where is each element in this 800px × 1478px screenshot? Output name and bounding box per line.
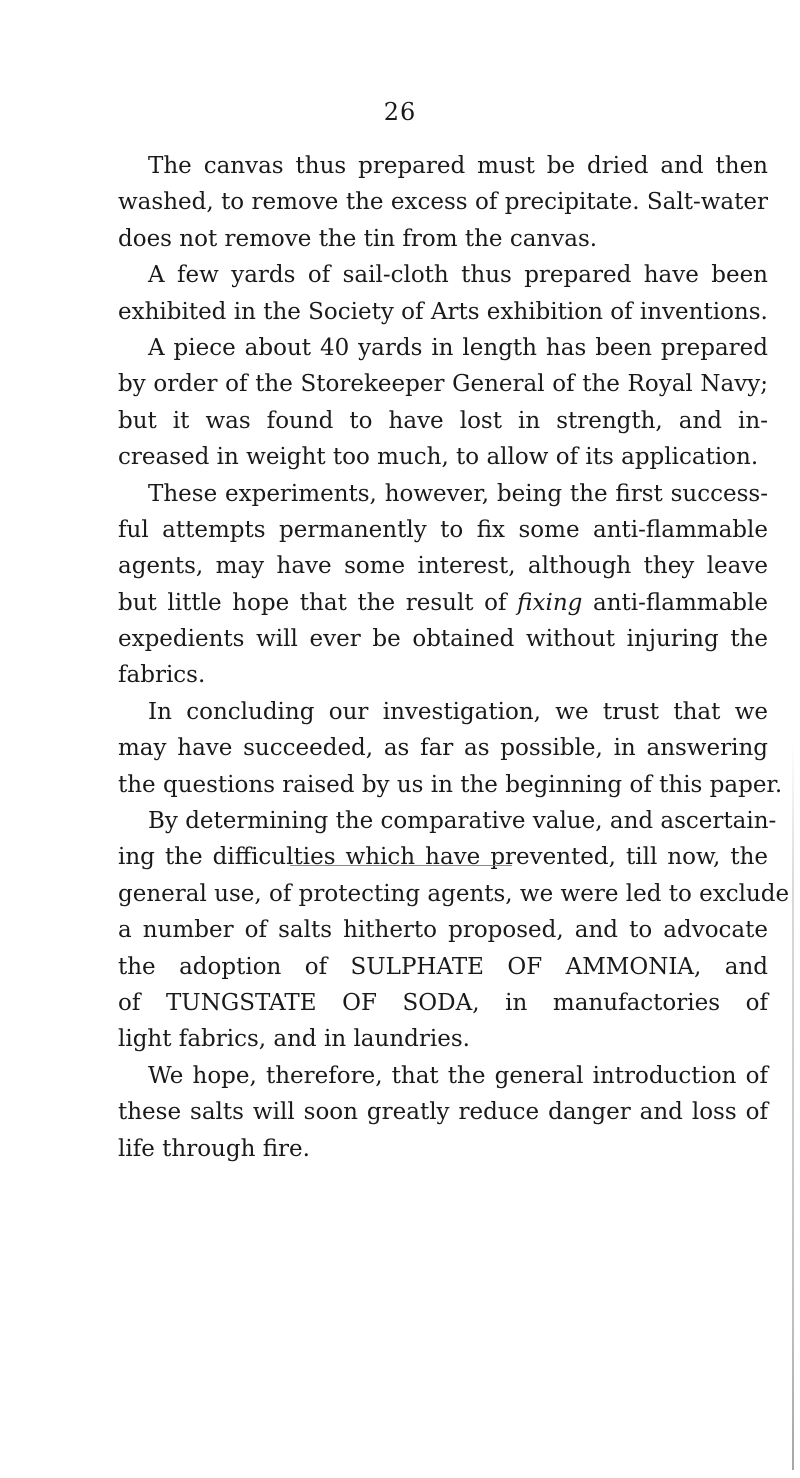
text-line: A piece about 40 yards in length has been prepared <box>148 334 768 361</box>
text-line: The canvas thus prepared must be dried and then <box>148 153 768 179</box>
text-line: life through fire. <box>118 1135 310 1162</box>
text-line: but it was found to have lost in strength, and in- <box>118 407 768 434</box>
text-segment: anti-flammable <box>582 589 768 616</box>
text-segment: but little hope that the result of <box>118 589 518 616</box>
text-line: washed, to remove the excess of precipitate. Salt-water <box>118 189 768 216</box>
closing-rule <box>290 865 512 866</box>
text-line: These experiments, however, being the first success- <box>148 480 768 507</box>
text-line: creased in weight too much, to allow of its application. <box>118 444 759 471</box>
text-line: ing the difficulties which have prevented, till now, the <box>118 844 768 871</box>
text-line: fabrics. <box>118 662 206 689</box>
text-line: We hope, therefore, that the general introduction of <box>148 1062 768 1089</box>
text-line: a number of salts hitherto proposed, and to advocate <box>118 917 768 944</box>
page-number: 26 <box>383 98 417 126</box>
text-line: does not remove the tin from the canvas. <box>118 225 598 252</box>
italic-word: fixing <box>517 589 583 616</box>
text-line: the questions raised by us in the beginning of this paper. <box>118 771 783 798</box>
text-line: by order of the Storekeeper General of the Royal Navy; <box>118 371 768 398</box>
text-line: general use, of protecting agents, we were led to exclude <box>118 880 790 907</box>
scan-edge-shadow <box>792 740 794 1470</box>
text-line <box>118 585 768 621</box>
text-line: these salts will soon greatly reduce danger and loss of <box>118 1099 768 1126</box>
text-line: of TUNGSTATE OF SODA, in manufactories of <box>118 989 768 1016</box>
text-line: In concluding our investigation, we trust that we <box>148 698 768 725</box>
body-text <box>118 148 790 1167</box>
text-line: agents, may have some interest, although they leave <box>118 553 768 580</box>
text-line: may have succeeded, as far as possible, in answering <box>118 735 768 762</box>
text-line: exhibited in the Society of Arts exhibition of inventions. <box>118 298 768 325</box>
text-line: expedients will ever be obtained without injuring the <box>118 626 768 653</box>
text-line: A few yards of sail-cloth thus prepared have been <box>148 262 768 289</box>
text-line: the adoption of SULPHATE OF AMMONIA, and <box>118 953 768 980</box>
text-line: By determining the comparative value, and ascertain- <box>148 808 777 835</box>
text-line: light fabrics, and in laundries. <box>118 1026 470 1053</box>
text-line: ful attempts permanently to fix some anti-flammable <box>118 516 768 543</box>
